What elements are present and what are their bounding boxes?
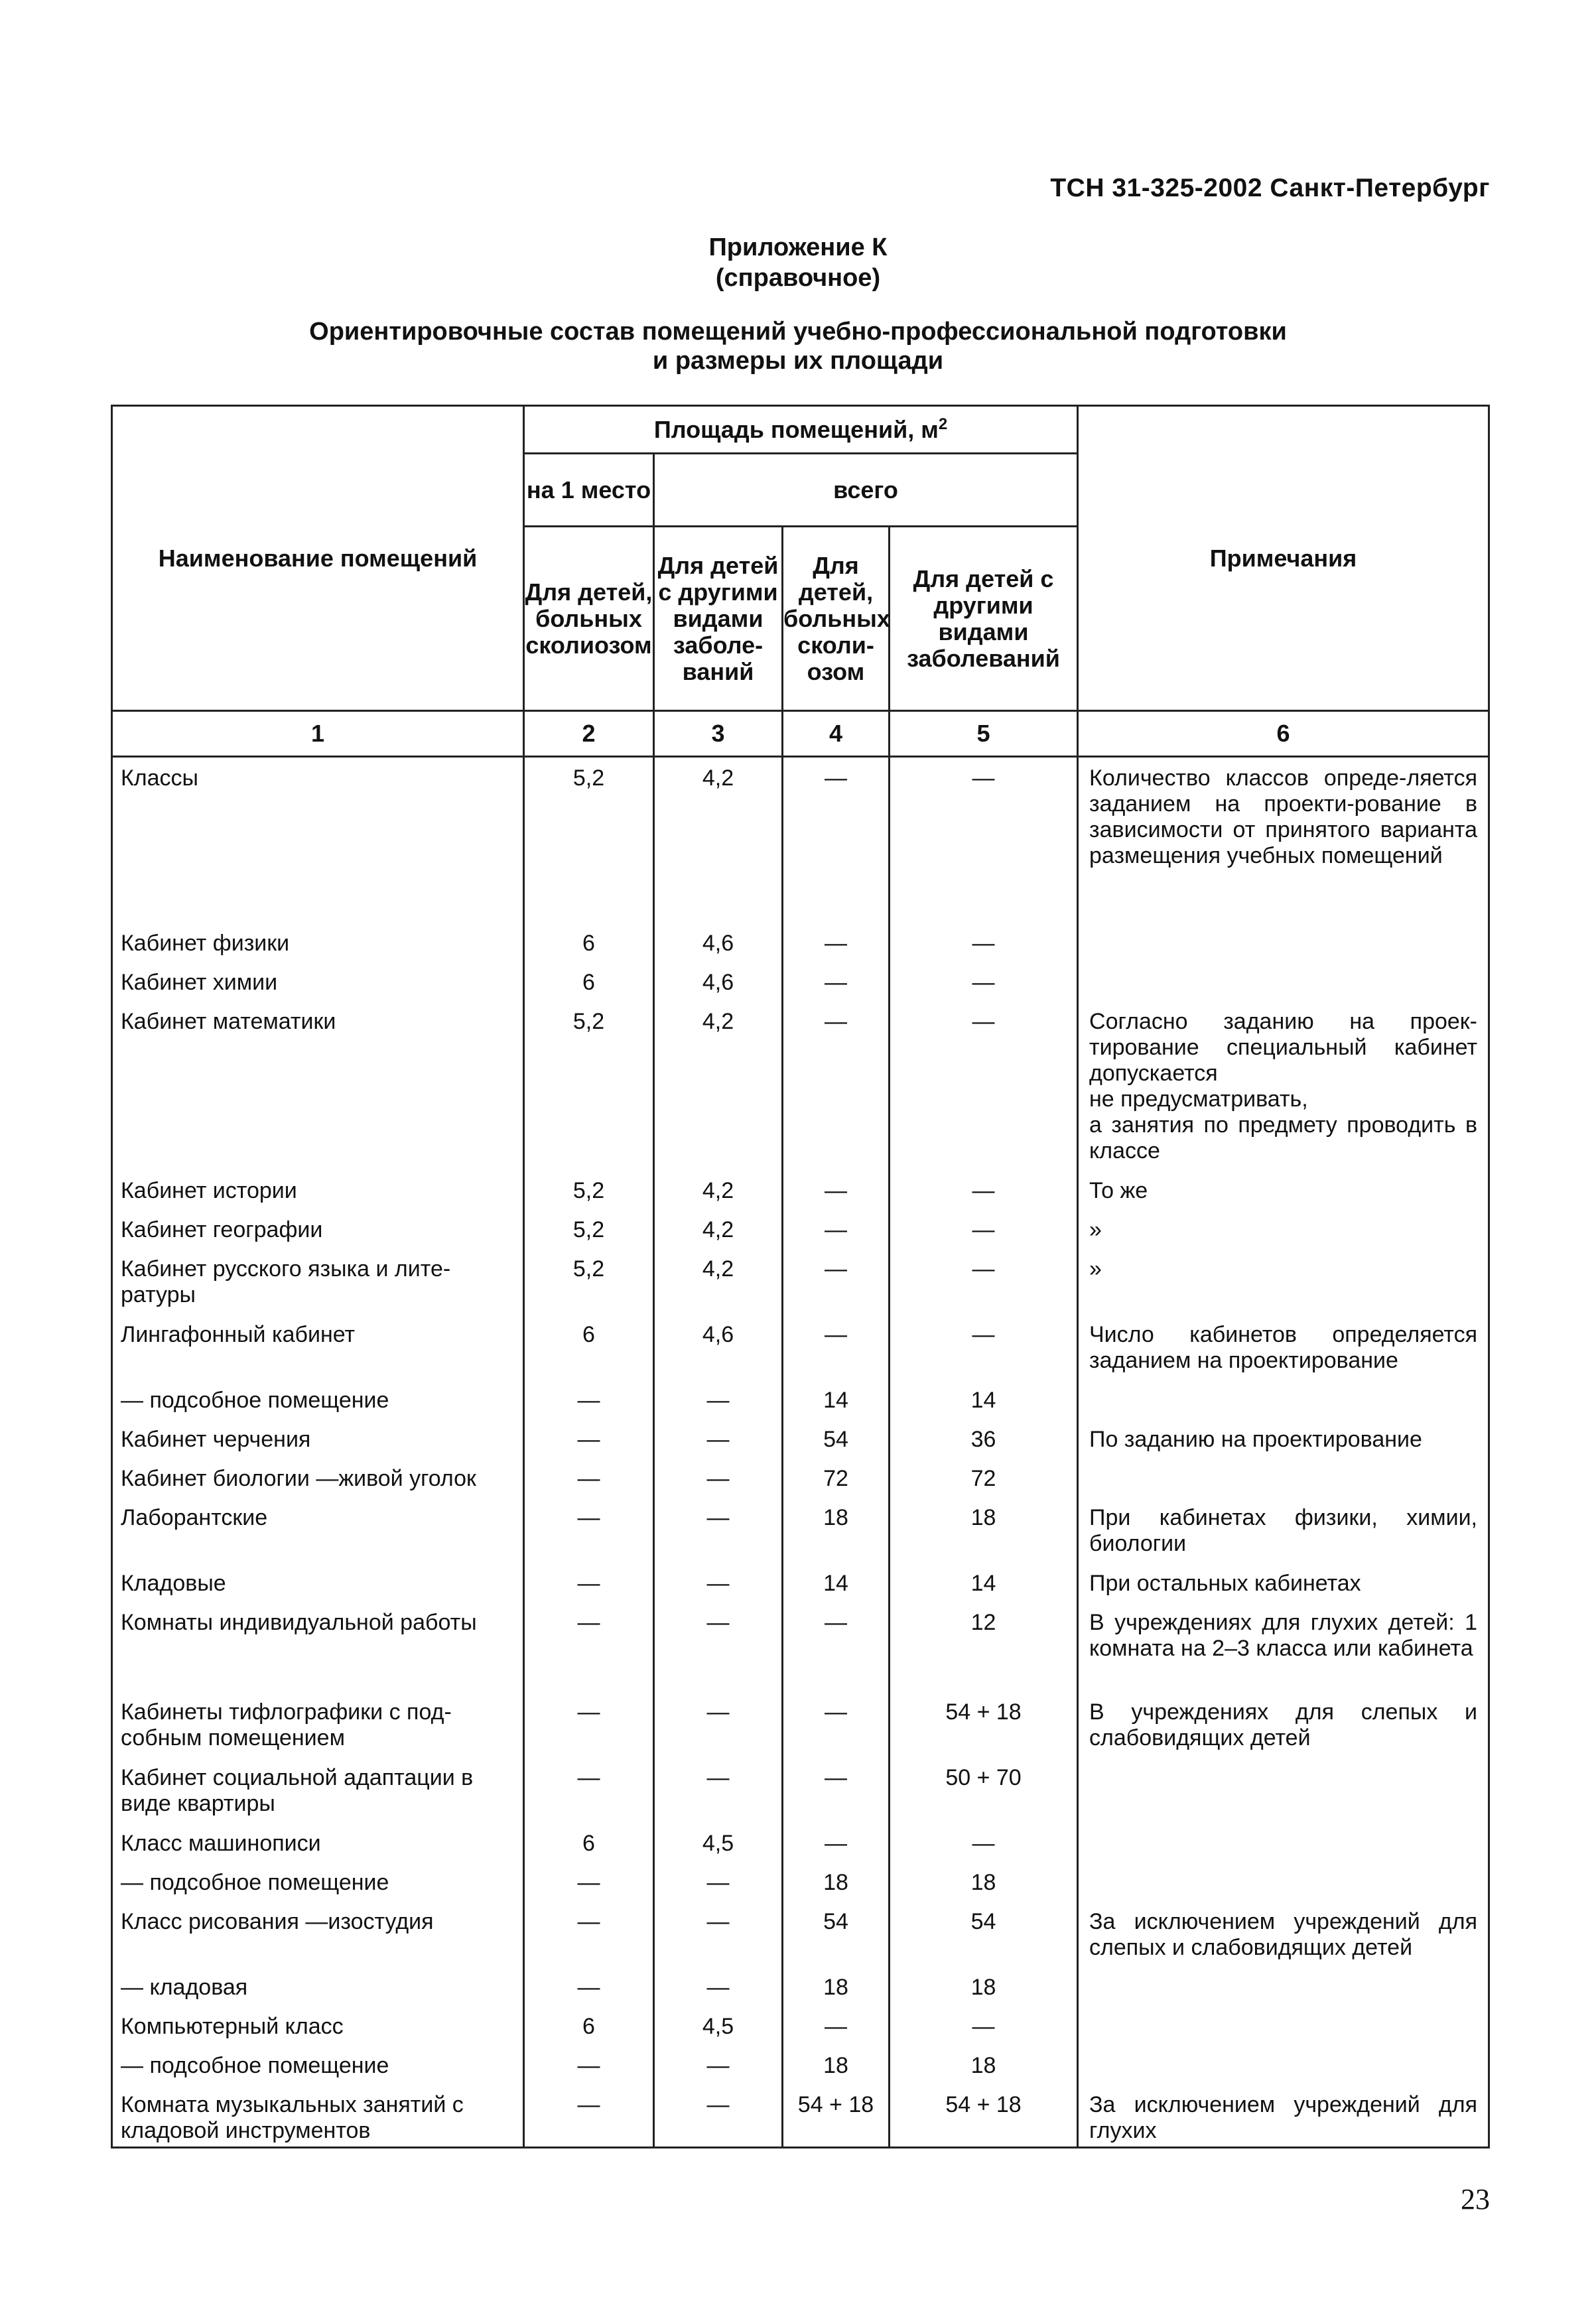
area-scoliosis-total-cell: — (783, 1757, 890, 1823)
area-other-total-cell: 18 (890, 1967, 1078, 2006)
area-scoliosis-per-place-cell: 6 (524, 1314, 654, 1380)
area-scoliosis-per-place-cell: 5,2 (524, 1001, 654, 1170)
area-other-total-cell: — (890, 1001, 1078, 1170)
area-scoliosis-per-place-cell: — (524, 1901, 654, 1967)
room-name-cell: Лаборантские (112, 1497, 524, 1563)
room-name-cell: — подсобное помещение (112, 1380, 524, 1419)
table-row (112, 1314, 1489, 1380)
note-cell: » (1078, 1248, 1489, 1314)
area-scoliosis-total-cell: — (783, 2006, 890, 2045)
area-scoliosis-per-place-cell: 5,2 (524, 1170, 654, 1209)
note-line: не предусматривать, (1089, 1086, 1308, 1112)
room-name-cell: — подсобное помещение (112, 1862, 524, 1901)
room-name-cell: Кабинеты тифлографики с под-собным помещением (112, 1691, 524, 1757)
table-row (112, 1419, 1489, 1458)
table-row (112, 1691, 1489, 1757)
room-name-cell: Комната музыкальных занятий с кладовой инструментов (112, 2084, 524, 2148)
area-other-per-place-cell: — (654, 1458, 783, 1497)
note-cell: Количество классов опреде-ляется заданием на проекти-рование в зависимости от принятого варианта размещения учебных помещений (1078, 757, 1489, 923)
column-number: 1 (112, 711, 524, 757)
note-cell (1078, 1967, 1489, 2006)
area-other-total-cell: — (890, 923, 1078, 962)
room-name-cell: Кабинет географии (112, 1209, 524, 1248)
appendix-title: Приложение К (708, 233, 888, 261)
room-name-cell: Комнаты индивидуальной работы (112, 1602, 524, 1691)
area-scoliosis-per-place-cell: — (524, 1862, 654, 1901)
note-cell: То же (1078, 1170, 1489, 1209)
area-other-per-place-cell: — (654, 1497, 783, 1563)
header-per-place: на 1 место (524, 454, 654, 527)
room-name-cell: Кабинет биологии —живой уголок (112, 1458, 524, 1497)
document-title-line-1: Ориентировочные состав помещений учебно-профессиональной подготовки (309, 318, 1287, 346)
table-row (112, 1563, 1489, 1602)
table-row (112, 1862, 1489, 1901)
area-scoliosis-total-cell: — (783, 1170, 890, 1209)
area-other-total-cell: — (890, 1314, 1078, 1380)
note-cell: Число кабинетов определяется заданием на проектирование (1078, 1314, 1489, 1380)
area-scoliosis-per-place-cell: 6 (524, 2006, 654, 2045)
area-other-per-place-cell: 4,2 (654, 1170, 783, 1209)
header-room-name: Наименование помещений (112, 406, 524, 711)
area-scoliosis-per-place-cell: — (524, 1419, 654, 1458)
note-cell (1078, 1001, 1489, 1170)
header-area: Площадь помещений, $м^2$ (524, 406, 1078, 454)
table-body (112, 757, 1489, 2148)
appendix-subtitle: (справочное) (715, 264, 881, 292)
area-other-total-cell: — (890, 2006, 1078, 2045)
area-other-per-place-cell: — (654, 1862, 783, 1901)
table-row (112, 1497, 1489, 1563)
note-cell: За исключением учреждений для глухих (1078, 2084, 1489, 2148)
area-other-per-place-cell: — (654, 1563, 783, 1602)
area-scoliosis-total-cell: — (783, 1001, 890, 1170)
note-cell (1078, 1458, 1489, 1497)
area-other-per-place-cell: — (654, 1602, 783, 1691)
area-other-per-place-cell: 4,2 (654, 1209, 783, 1248)
area-scoliosis-total-cell: — (783, 1602, 890, 1691)
area-scoliosis-total-cell: 18 (783, 1967, 890, 2006)
table-row (112, 1602, 1489, 1691)
area-other-total-cell: — (890, 757, 1078, 923)
area-scoliosis-total-cell: 54 + 18 (783, 2084, 890, 2148)
room-name-cell: Кабинет истории (112, 1170, 524, 1209)
area-scoliosis-per-place-cell: — (524, 1757, 654, 1823)
table-row (112, 1458, 1489, 1497)
column-number: 3 (654, 711, 783, 757)
area-scoliosis-total-cell: 14 (783, 1563, 890, 1602)
area-other-per-place-cell: — (654, 2045, 783, 2084)
area-scoliosis-per-place-cell: 5,2 (524, 1248, 654, 1314)
area-other-per-place-cell: 4,6 (654, 1314, 783, 1380)
area-scoliosis-total-cell: 14 (783, 1380, 890, 1419)
note-cell (1078, 2006, 1489, 2045)
area-scoliosis-total-cell: 18 (783, 1497, 890, 1563)
area-scoliosis-total-cell: 54 (783, 1901, 890, 1967)
area-other-total-cell: 14 (890, 1380, 1078, 1419)
table-row (112, 1757, 1489, 1823)
area-other-per-place-cell: — (654, 2084, 783, 2148)
header-scoliosis-per-place: Для детей, больных сколиозом (524, 527, 654, 711)
table-row (112, 923, 1489, 962)
area-other-total-cell: 50 + 70 (890, 1757, 1078, 1823)
header-other-diseases-total: Для детей с другими видами заболеваний (890, 527, 1078, 711)
area-other-per-place-cell: 4,2 (654, 757, 783, 923)
area-other-per-place-cell: — (654, 1757, 783, 1823)
table-row (112, 1823, 1489, 1862)
room-name-cell: Лингафонный кабинет (112, 1314, 524, 1380)
area-scoliosis-per-place-cell: — (524, 1380, 654, 1419)
area-scoliosis-per-place-cell: — (524, 1691, 654, 1757)
column-number-row (112, 711, 1489, 757)
area-scoliosis-per-place-cell: 6 (524, 1823, 654, 1862)
area-other-total-cell: 54 + 18 (890, 2084, 1078, 2148)
area-scoliosis-per-place-cell: 5,2 (524, 757, 654, 923)
area-scoliosis-per-place-cell: — (524, 1967, 654, 2006)
room-name-cell: Кабинет химии (112, 962, 524, 1001)
note-cell (1078, 1823, 1489, 1862)
area-other-total-cell: 18 (890, 2045, 1078, 2084)
table-row (112, 1209, 1489, 1248)
header-total: всего (654, 454, 1078, 527)
area-other-per-place-cell: — (654, 1967, 783, 2006)
note-line: а занятия по предмету проводить в классе (1089, 1112, 1478, 1163)
table-row (112, 1170, 1489, 1209)
area-scoliosis-total-cell: — (783, 1209, 890, 1248)
area-scoliosis-per-place-cell: 6 (524, 962, 654, 1001)
table-row (112, 1967, 1489, 2006)
area-scoliosis-per-place-cell: — (524, 1563, 654, 1602)
document-title-line-2: и размеры их площади (652, 347, 944, 375)
table-row (112, 2084, 1489, 2148)
area-scoliosis-total-cell: — (783, 962, 890, 1001)
area-scoliosis-total-cell: 72 (783, 1458, 890, 1497)
table-row (112, 1380, 1489, 1419)
column-number: 6 (1078, 711, 1489, 757)
header-other-diseases-per-place: Для детей с другими видами заболе-ваний (654, 527, 783, 711)
area-other-per-place-cell: 4,5 (654, 1823, 783, 1862)
room-name-cell: Класс рисования —изостудия (112, 1901, 524, 1967)
room-name-cell: — кладовая (112, 1967, 524, 2006)
area-other-per-place-cell: — (654, 1380, 783, 1419)
area-scoliosis-total-cell: 54 (783, 1419, 890, 1458)
table-row (112, 962, 1489, 1001)
note-cell (1078, 1862, 1489, 1901)
column-number: 4 (783, 711, 890, 757)
note-cell (1078, 923, 1489, 962)
page-number: 23 (1461, 2183, 1490, 2215)
room-name-cell: Компьютерный класс (112, 2006, 524, 2045)
note-cell: При кабинетах физики, химии, биологии (1078, 1497, 1489, 1563)
area-scoliosis-total-cell: — (783, 757, 890, 923)
area-other-per-place-cell: 4,6 (654, 962, 783, 1001)
note-cell: За исключением учреждений для слепых и слабовидящих детей (1078, 1901, 1489, 1967)
room-name-cell: Кладовые (112, 1563, 524, 1602)
room-name-cell: Кабинет математики (112, 1001, 524, 1170)
area-other-per-place-cell: 4,5 (654, 2006, 783, 2045)
room-name-cell: Кабинет черчения (112, 1419, 524, 1458)
rooms-table (111, 405, 1490, 2148)
area-other-total-cell: 12 (890, 1602, 1078, 1691)
area-other-total-cell: 14 (890, 1563, 1078, 1602)
area-other-total-cell: — (890, 1823, 1078, 1862)
area-other-per-place-cell: 4,6 (654, 923, 783, 962)
area-other-per-place-cell: 4,2 (654, 1248, 783, 1314)
table-row (112, 1901, 1489, 1967)
header-notes: Примечания (1078, 406, 1489, 711)
note-cell: В учреждениях для слепых и слабовидящих детей (1078, 1691, 1489, 1757)
area-scoliosis-per-place-cell: — (524, 2045, 654, 2084)
area-scoliosis-total-cell: — (783, 1691, 890, 1757)
area-scoliosis-total-cell: — (783, 923, 890, 962)
document-title (0, 317, 1596, 375)
area-scoliosis-total-cell: 18 (783, 1862, 890, 1901)
area-other-total-cell: 18 (890, 1497, 1078, 1563)
note-cell (1078, 1380, 1489, 1419)
area-other-total-cell: 72 (890, 1458, 1078, 1497)
room-name-cell: Кабинет физики (112, 923, 524, 962)
area-scoliosis-total-cell: — (783, 1823, 890, 1862)
table-row (112, 2006, 1489, 2045)
area-other-per-place-cell: — (654, 1901, 783, 1967)
table-row (112, 1001, 1489, 1170)
area-scoliosis-per-place-cell: 6 (524, 923, 654, 962)
appendix-heading (0, 232, 1596, 293)
area-scoliosis-per-place-cell: — (524, 1602, 654, 1691)
area-other-total-cell: 18 (890, 1862, 1078, 1901)
note-cell: При остальных кабинетах (1078, 1563, 1489, 1602)
area-scoliosis-per-place-cell: — (524, 1458, 654, 1497)
room-name-cell: Кабинет социальной адаптации в виде квартиры (112, 1757, 524, 1823)
area-scoliosis-per-place-cell: — (524, 1497, 654, 1563)
area-scoliosis-total-cell: — (783, 1314, 890, 1380)
area-scoliosis-per-place-cell: 5,2 (524, 1209, 654, 1248)
note-cell (1078, 2045, 1489, 2084)
room-name-cell: Классы (112, 757, 524, 923)
area-other-per-place-cell: — (654, 1419, 783, 1458)
area-other-per-place-cell: — (654, 1691, 783, 1757)
note-cell: » (1078, 1209, 1489, 1248)
room-name-cell: Класс машинописи (112, 1823, 524, 1862)
note-cell (1078, 1757, 1489, 1823)
header-scoliosis-total: Для детей, больных сколи-озом (783, 527, 890, 711)
table-row (112, 1248, 1489, 1314)
note-cell: В учреждениях для глухих детей: 1 комната на 2–3 класса или кабинета (1078, 1602, 1489, 1691)
room-name-cell: — подсобное помещение (112, 2045, 524, 2084)
table-row (112, 757, 1489, 923)
area-other-total-cell: 54 (890, 1901, 1078, 1967)
note-cell (1078, 962, 1489, 1001)
area-other-total-cell: — (890, 962, 1078, 1001)
column-number: 2 (524, 711, 654, 757)
note-line: Согласно заданию на проек-тирование специальный кабинет допускается (1089, 1008, 1478, 1086)
area-other-total-cell: — (890, 1170, 1078, 1209)
column-number: 5 (890, 711, 1078, 757)
area-other-per-place-cell: 4,2 (654, 1001, 783, 1170)
area-other-total-cell: 54 + 18 (890, 1691, 1078, 1757)
room-name-cell: Кабинет русского языка и лите-ратуры (112, 1248, 524, 1314)
area-other-total-cell: — (890, 1248, 1078, 1314)
area-scoliosis-total-cell: — (783, 1248, 890, 1314)
table-header (112, 406, 1489, 757)
area-other-total-cell: — (890, 1209, 1078, 1248)
area-scoliosis-total-cell: 18 (783, 2045, 890, 2084)
area-scoliosis-per-place-cell: — (524, 2084, 654, 2148)
document-code: ТСН 31-325-2002 Санкт-Петербург (1050, 174, 1490, 202)
table-row (112, 2045, 1489, 2084)
note-cell: По заданию на проектирование (1078, 1419, 1489, 1458)
area-other-total-cell: 36 (890, 1419, 1078, 1458)
